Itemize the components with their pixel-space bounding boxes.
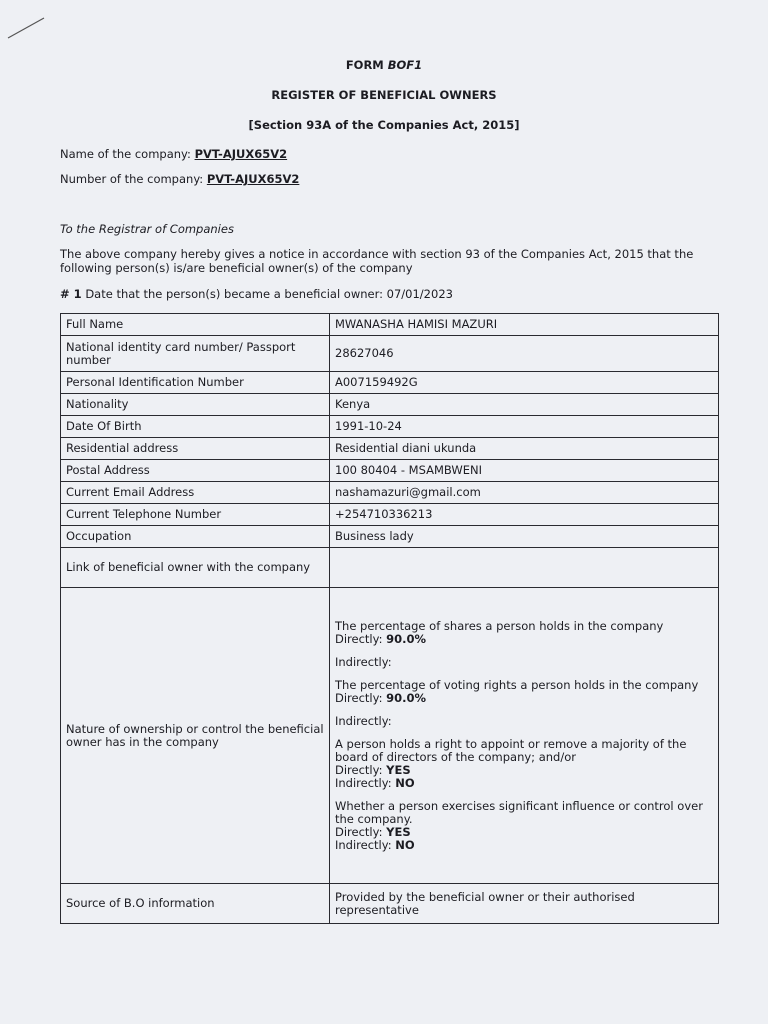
company-number-line [60, 172, 299, 186]
form-prefix: FORM [345, 58, 384, 72]
pen-mark [0, 0, 60, 45]
shares-direct-line [335, 633, 713, 646]
row-label: Personal Identification Number [61, 372, 330, 394]
row-label: Postal Address [61, 460, 330, 482]
row-value: MWANASHA HAMISI MAZURI [330, 314, 719, 336]
row-label: Link of beneficial owner with the company [61, 548, 330, 588]
table-row [61, 548, 719, 588]
appoint-block [335, 738, 713, 790]
row-value: 28627046 [330, 336, 719, 372]
appoint-text: A person holds a right to appoint or remove a majority of the board of directors of the company; and/or [335, 736, 687, 764]
directly-label: Directly: [335, 762, 383, 777]
register-title: REGISTER OF BENEFICIAL OWNERS [271, 88, 497, 102]
indirectly-label: Indirectly: [335, 775, 392, 790]
row-label: Full Name [61, 314, 330, 336]
influence-direct-line [335, 826, 713, 839]
appoint-indirect-line [335, 777, 713, 790]
directly-label: Directly: [335, 824, 383, 839]
row-label: Current Email Address [61, 482, 330, 504]
ownership-details [330, 588, 719, 884]
table-row [61, 336, 719, 372]
row-value: Kenya [330, 394, 719, 416]
row-label: National identity card number/ Passport number [61, 336, 330, 372]
directly-label: Directly: [335, 690, 383, 705]
table-row [61, 482, 719, 504]
voting-direct-line [335, 692, 713, 705]
appoint-indirect-value: NO [395, 775, 415, 790]
row-value: 1991-10-24 [330, 416, 719, 438]
notice-paragraph: The above company hereby gives a notice in accordance with section 93 of the Companies Act, 2015 that the following person(s) is/are beneficial owner(s) of the company [60, 247, 694, 275]
table-row [61, 314, 719, 336]
ownership-label: Nature of ownership or control the beneficial owner has in the company [61, 588, 330, 884]
voting-text: The percentage of voting rights a person holds in the company [335, 677, 699, 692]
source-value: Provided by the beneficial owner or their authorised representative [330, 884, 719, 924]
company-name-label: Name of the company: [60, 147, 191, 161]
ownership-row [61, 588, 719, 884]
table-row [61, 504, 719, 526]
table-row [61, 394, 719, 416]
entry-number: # 1 [60, 287, 82, 301]
company-number-label: Number of the company: [60, 172, 204, 186]
influence-indirect-line [335, 839, 713, 852]
entry-date: Date that the person(s) became a beneficial owner: 07/01/2023 [85, 287, 453, 301]
row-value: nashamazuri@gmail.com [330, 482, 719, 504]
table-row [61, 884, 719, 924]
form-code: BOF1 [387, 58, 423, 72]
shares-block [335, 620, 713, 646]
entry-line [60, 287, 453, 301]
influence-direct-value: YES [386, 824, 411, 839]
influence-block [335, 800, 713, 852]
voting-block [335, 679, 713, 705]
indirectly-label: Indirectly: [335, 837, 392, 852]
table-row [61, 526, 719, 548]
row-label: Date Of Birth [61, 416, 330, 438]
appoint-direct-line [335, 764, 713, 777]
row-value: +254710336213 [330, 504, 719, 526]
company-name-value: PVT-AJUX65V2 [194, 147, 288, 161]
row-value: A007159492G [330, 372, 719, 394]
row-label: Occupation [61, 526, 330, 548]
form-title [0, 58, 768, 72]
voting-direct-value: 90.0% [386, 690, 427, 705]
shares-indirect-line: Indirectly: [335, 654, 392, 669]
company-name-line [60, 147, 287, 161]
row-label: Nationality [61, 394, 330, 416]
beneficial-owner-table [60, 313, 719, 924]
shares-direct-value: 90.0% [386, 631, 427, 646]
row-label: Residential address [61, 438, 330, 460]
row-value [330, 548, 719, 588]
table-row [61, 372, 719, 394]
influence-indirect-value: NO [395, 837, 415, 852]
shares-text: The percentage of shares a person holds in the company [335, 618, 664, 633]
row-value: 100 80404 - MSAMBWENI [330, 460, 719, 482]
table-row [61, 416, 719, 438]
row-value: Business lady [330, 526, 719, 548]
addressee: To the Registrar of Companies [60, 222, 234, 236]
table-row [61, 460, 719, 482]
influence-text: Whether a person exercises significant influence or control over the company. [335, 798, 703, 826]
table-row [61, 438, 719, 460]
row-value: Residential diani ukunda [330, 438, 719, 460]
section-reference: [Section 93A of the Companies Act, 2015] [248, 118, 520, 132]
directly-label: Directly: [335, 631, 383, 646]
source-label: Source of B.O information [61, 884, 330, 924]
company-number-value: PVT-AJUX65V2 [206, 172, 300, 186]
row-label: Current Telephone Number [61, 504, 330, 526]
voting-indirect-line: Indirectly: [335, 713, 392, 728]
appoint-direct-value: YES [386, 762, 411, 777]
